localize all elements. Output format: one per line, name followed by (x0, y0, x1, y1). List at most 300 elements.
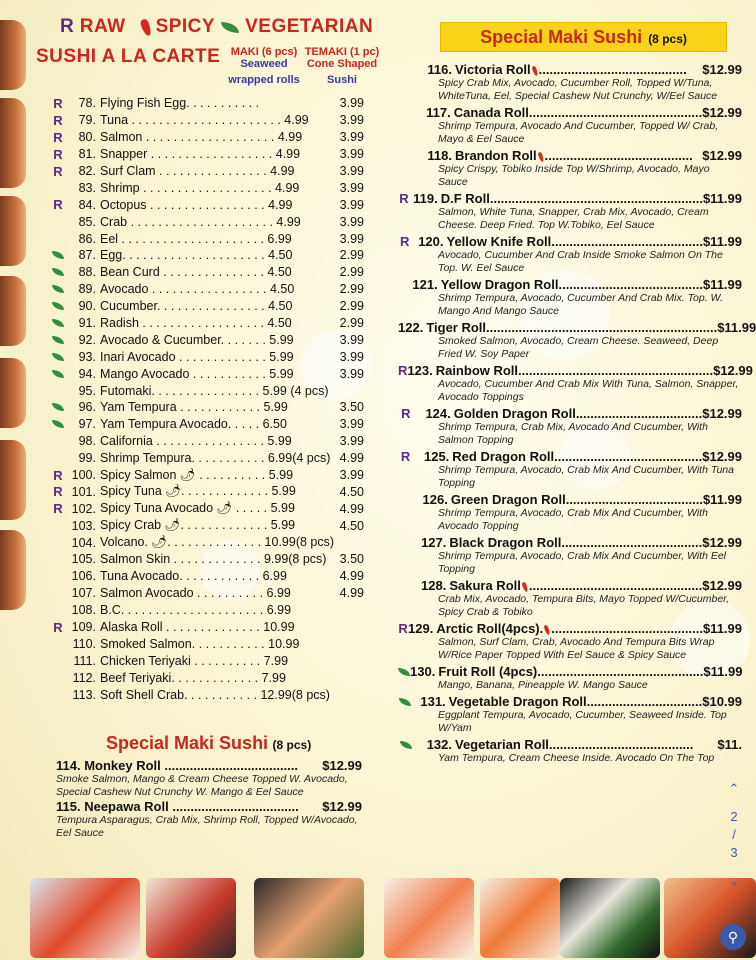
item-description: Spicy Crab Mix, Avocado, Cucumber Roll, Topped W/Tuna, WhiteTuna, Eel, Special Cashew Nut Crunchy, W/Eel Sauce (438, 77, 718, 102)
sushi-photo (30, 878, 140, 958)
special-item (398, 737, 742, 765)
item-number: 100. (71, 468, 96, 483)
leaf-icon (398, 668, 410, 676)
temaki-column-header: TEMAKI (1 pc) Cone Shaped Sushi (304, 46, 380, 86)
food-photo-strip (0, 20, 26, 90)
item-number: 93. (78, 349, 96, 364)
dot-leader: ...................................... (565, 492, 703, 507)
item-description: Avocado, Cucumber And Crab Mix With Tuna, Salmon, Snapper, Avocado Toppings (438, 378, 739, 403)
temaki-price: 3.99 (339, 164, 364, 178)
temaki-price: 3.99 (339, 332, 364, 347)
item-number: 91. (78, 316, 96, 331)
item-name: Sakura Roll (449, 578, 521, 593)
menu-row (50, 500, 370, 517)
item-number: 82. (78, 164, 96, 178)
item-name: Avocado & Cucumber. . . . . . . 5.99 (100, 332, 294, 347)
zoom-in-icon[interactable]: ⚲ (720, 924, 746, 950)
chili-pepper-icon (544, 624, 551, 635)
item-name: Golden Dragon Roll (453, 406, 576, 421)
special-item (398, 277, 742, 318)
raw-mark: R (400, 449, 411, 464)
temaki-price: 3.99 (339, 417, 364, 432)
item-name: Shrimp . . . . . . . . . . . . . . . . . . . 4.99 (100, 180, 300, 195)
item-number: 122. (398, 320, 424, 335)
vegetarian-mark (50, 302, 66, 310)
food-photo-strip (0, 440, 26, 520)
item-number: 123. (407, 363, 433, 378)
dot-leader: ........................................................... (489, 191, 703, 206)
item-description: Shrimp Tempura, Avocado, Crab Mix And Cucumber, With Tuna Topping (438, 464, 734, 489)
special-item (398, 535, 742, 576)
special-item (398, 694, 742, 735)
item-price: $12.99 (702, 62, 742, 77)
menu-row (50, 95, 370, 112)
menu-row (50, 669, 370, 686)
item-name: Volcano. 🌶. . . . . . . . . . . . . . 10.99(8 pcs) (100, 535, 335, 550)
item-number: 86. (78, 231, 96, 246)
item-description: Shrimp Tempura, Avocado, Crab Mix And Cucumber, With Avocado Topping (438, 507, 708, 532)
item-price: $11.99 (702, 621, 742, 636)
raw-mark: R (398, 621, 408, 636)
menu-row (50, 636, 370, 653)
item-name: Smoked Salmon. . . . . . . . . . . 10.99 (100, 636, 300, 651)
menu-row (50, 517, 370, 534)
menu-row (50, 483, 370, 500)
sushi-photo (480, 878, 560, 958)
leaf-icon (52, 302, 64, 310)
item-name: Beef Teriyaki. . . . . . . . . . . . . 7.99 (100, 670, 286, 685)
item-name: Futomaki. . . . . . . . . . . . . . . . 5.99 (4 pcs) (100, 383, 329, 398)
item-description: Yam Tempura, Cream Cheese Inside. Avocado On The Top (438, 752, 715, 764)
leaf-icon (52, 370, 64, 378)
item-name: Salmon Avocado . . . . . . . . . . 6.99 (100, 586, 291, 601)
item-number: 92. (78, 332, 96, 347)
raw-mark: R (53, 619, 63, 635)
leaf-icon (52, 420, 64, 428)
raw-mark: R (53, 197, 63, 213)
menu-row (50, 129, 370, 146)
item-price: $12.99 (713, 363, 753, 378)
item-name: Spicy Tuna 🌶. . . . . . . . . . . . . 5.99 (100, 484, 296, 499)
menu-row (50, 686, 370, 703)
dot-leader: ......................................... (554, 449, 703, 464)
raw-mark: R (53, 95, 63, 111)
menu-row (50, 568, 370, 585)
leaf-icon (221, 22, 239, 33)
special-maki-banner (440, 22, 727, 52)
legend-spicy: SPICY (155, 16, 216, 37)
item-description: Tempura Asparagus, Crab Mix, Shrimp Roll, Topped W/Avocado, Eel Sauce (56, 814, 358, 839)
menu-row (50, 399, 370, 416)
item-price: $12.99 (702, 406, 742, 421)
raw-mark: R (53, 146, 63, 162)
sushi-photo (254, 878, 364, 958)
item-number: 95. (78, 383, 96, 398)
legend-raw: RAW (79, 16, 126, 37)
temaki-price: 3.99 (339, 130, 364, 145)
item-name: Red Dragon Roll (452, 449, 555, 464)
chili-pepper-icon (531, 65, 538, 76)
menu-row (50, 433, 370, 450)
item-price: $12.99 (702, 535, 742, 550)
item-name: Flying Fish Egg. . . . . . . . . . . (100, 96, 260, 111)
vegetarian-mark (50, 353, 66, 361)
item-number: 90. (78, 299, 96, 314)
item-name: 115. Neepawa Roll ................................... (56, 799, 299, 814)
item-number: 108. (71, 603, 96, 618)
item-description: Smoked Salmon, Avocado, Cream Cheese. Seaweed, Deep Fried W. Soy Paper (438, 335, 719, 360)
item-number: 89. (78, 282, 96, 297)
left-special-maki (56, 733, 362, 840)
item-description: Avocado, Cucumber And Crab Inside Smoke Salmon On The Top. W. Eel Sauce (438, 249, 723, 274)
item-price: $10.99 (702, 694, 742, 709)
page-current: 2 (730, 809, 738, 824)
leaf-icon (52, 268, 64, 276)
special-item (398, 62, 742, 103)
raw-mark: R (400, 234, 410, 249)
dot-leader: ........................................ (548, 737, 694, 752)
special-item (56, 799, 362, 840)
item-name: Cucumber. . . . . . . . . . . . . . . . 4.50 (100, 299, 293, 314)
item-name: Victoria Roll (455, 62, 531, 77)
raw-mark: R (398, 363, 408, 378)
maki-column-header: MAKI (6 pcs) Seaweed wrapped rolls (228, 46, 300, 86)
vegetarian-mark (50, 268, 66, 276)
left-special-count: (8 pcs) (272, 738, 312, 752)
item-name: B.C. . . . . . . . . . . . . . . . . . . . . 6.99 (100, 603, 292, 618)
vegetarian-mark (50, 319, 66, 327)
dot-leader: .............................................. (537, 664, 704, 679)
special-item (398, 449, 742, 490)
menu-row (50, 264, 370, 281)
temaki-price: 3.99 (339, 147, 364, 162)
special-item (398, 492, 742, 533)
page-separator: / (732, 827, 736, 842)
item-name: Spicy Crab 🌶. . . . . . . . . . . . . 5.99 (100, 518, 296, 533)
menu-row (50, 315, 370, 332)
raw-mark: R (399, 191, 409, 206)
item-number: 94. (78, 366, 96, 381)
item-number: 84. (78, 197, 96, 212)
menu-row (50, 450, 370, 467)
item-number: 121. (412, 277, 438, 292)
item-name: Alaska Roll . . . . . . . . . . . . . . 10.99 (100, 620, 295, 635)
menu-row (50, 585, 370, 602)
leaf-icon (52, 319, 64, 327)
item-price: $11.99 (702, 191, 742, 206)
dot-leader: ................................................................ (486, 320, 718, 335)
item-number: 125. (423, 449, 450, 464)
item-price: $12.99 (322, 799, 362, 814)
temaki-price: 4.99 (339, 451, 364, 466)
temaki-price: 4.50 (339, 518, 364, 533)
item-number: 102. (71, 501, 96, 516)
alacarte-list (50, 95, 370, 703)
item-number: 97. (78, 417, 96, 432)
vegetarian-mark (50, 251, 66, 259)
temaki-price: 3.99 (339, 96, 364, 111)
item-number: 99. (78, 451, 96, 466)
item-price: $11.99 (702, 234, 742, 249)
vegetarian-mark (398, 668, 410, 676)
leaf-icon (52, 403, 64, 411)
dot-leader: ................................................ (528, 578, 703, 593)
dot-leader: .......................................... (551, 621, 703, 636)
item-name: Green Dragon Roll (450, 492, 566, 507)
menu-row (50, 179, 370, 196)
dot-leader: ...................................................... (518, 363, 714, 378)
item-description: Crab Mix, Avocado, Tempura Bits, Mayo Topped W/Cucumber, Spicy Crab & Tobiko (438, 593, 730, 618)
item-number: 96. (78, 400, 96, 415)
special-item (398, 320, 756, 361)
special-item (398, 105, 742, 146)
item-name: Salmon . . . . . . . . . . . . . . . . . . . 4.99 (100, 130, 303, 145)
item-number: 81. (78, 147, 96, 162)
item-name: Shrimp Tempura. . . . . . . . . . . 6.99(4 pcs) (100, 451, 331, 466)
raw-mark: R (401, 406, 411, 421)
item-number: 128. (421, 578, 447, 593)
item-price: $12.99 (702, 148, 742, 163)
item-number: 130. (410, 664, 436, 679)
item-price: $11. (717, 737, 742, 752)
item-description: Shrimp Tempura, Avocado, Crab Mix And Cucumber, With Eel Topping (438, 550, 727, 575)
menu-row (50, 331, 370, 348)
leaf-icon (52, 251, 64, 259)
item-number: 87. (78, 248, 96, 263)
vegetarian-mark (50, 420, 66, 428)
special-item (398, 148, 742, 189)
dot-leader: ......................................... (544, 148, 693, 163)
item-name: Vegetable Dragon Roll (448, 694, 587, 709)
item-name: 114. Monkey Roll ..................................... (56, 758, 299, 773)
sushi-photo (146, 878, 236, 958)
item-name: Surf Clam . . . . . . . . . . . . . . . . 4.99 (100, 164, 295, 178)
item-number: 106. (71, 569, 96, 584)
temaki-price: 4.50 (339, 484, 364, 499)
item-description: Mango, Banana, Pineapple W. Mango Sauce (438, 679, 648, 691)
menu-row (50, 382, 370, 399)
raw-mark: R (53, 467, 63, 483)
dot-leader: ................................ (586, 694, 703, 709)
leaf-icon (52, 336, 64, 344)
item-name: Salmon Skin . . . . . . . . . . . . . 9.99(8 pcs) (100, 552, 327, 567)
temaki-price: 2.99 (339, 316, 364, 331)
item-price: $11.99 (703, 664, 743, 679)
leaf-icon (52, 285, 64, 293)
temaki-price: 3.99 (339, 197, 364, 212)
leaf-icon (399, 698, 411, 706)
temaki-price: 3.99 (339, 231, 364, 246)
vegetarian-mark (50, 285, 66, 293)
dot-leader: ......................................... (538, 62, 687, 77)
alacarte-title: SUSHI A LA CARTE (36, 46, 221, 67)
legend (60, 16, 373, 38)
food-photo-strip (0, 98, 26, 188)
right-special-count: (8 pcs) (648, 31, 687, 46)
vegetarian-mark (50, 403, 66, 411)
item-name: Fruit Roll (4pcs) (438, 664, 538, 679)
item-number: 104. (71, 535, 96, 550)
page-total: 3 (730, 845, 738, 860)
item-name: D.F Roll (440, 191, 490, 206)
item-number: 116. (427, 62, 452, 77)
item-description: Shrimp Tempura, Crab Mix, Avocado And Cucumber, With Salmon Topping (438, 421, 708, 446)
item-name: Egg. . . . . . . . . . . . . . . . . . . . . 4.50 (100, 248, 293, 263)
item-name: Radish . . . . . . . . . . . . . . . . . . 4.50 (100, 316, 292, 331)
menu-row (50, 602, 370, 619)
item-number: 107. (71, 586, 96, 601)
leaf-icon (400, 741, 412, 749)
item-number: 78. (78, 96, 96, 111)
item-name: Yam Tempura Avocado. . . . . 6.50 (100, 417, 287, 432)
chili-pepper-icon (537, 151, 544, 162)
item-number: 88. (78, 265, 96, 280)
item-name: Avocado . . . . . . . . . . . . . . . . . 4.50 (100, 282, 295, 297)
menu-row (50, 112, 370, 129)
special-item (56, 758, 362, 799)
raw-mark: R (53, 484, 63, 500)
page-indicator[interactable] (720, 780, 748, 900)
item-name: Tiger Roll (426, 320, 487, 335)
menu-row (50, 247, 370, 264)
bottom-photo-strip (0, 878, 756, 958)
dot-leader: ........................................ (558, 277, 703, 292)
raw-mark: R (53, 501, 63, 517)
menu-row (50, 551, 370, 568)
temaki-price: 3.99 (339, 468, 364, 483)
item-number: 126. (422, 492, 448, 507)
item-number: 111. (73, 653, 96, 668)
item-name: Yellow Knife Roll (446, 234, 552, 249)
item-price: $11.99 (702, 492, 742, 507)
item-name: Chicken Teriyaki . . . . . . . . . . 7.99 (100, 653, 289, 668)
special-item (398, 234, 742, 275)
item-number: 124. (425, 406, 451, 421)
temaki-price: 2.99 (339, 282, 364, 297)
item-name: Snapper . . . . . . . . . . . . . . . . . . 4.99 (100, 147, 301, 162)
item-description: Shrimp Tempura, Avocado, Cucumber And Crab Mix. Top. W. Mango And Mango Sauce (438, 292, 723, 317)
item-number: 101. (71, 484, 96, 499)
item-name: California . . . . . . . . . . . . . . . . 5.99 (100, 434, 292, 449)
item-price: $12.99 (702, 449, 742, 464)
vegetarian-mark (50, 370, 66, 378)
right-special-title: Special Maki Sushi (480, 26, 643, 47)
item-number: 131. (420, 694, 446, 709)
dot-leader: .......................................... (551, 234, 703, 249)
item-name: Spicy Salmon 🌶 . . . . . . . . . . 5.99 (100, 467, 294, 482)
vegetarian-mark (50, 336, 66, 344)
menu-row (50, 534, 370, 551)
item-name: Eel . . . . . . . . . . . . . . . . . . . . . 6.99 (100, 231, 292, 246)
item-price: $12.99 (322, 758, 362, 773)
item-name: Inari Avocado . . . . . . . . . . . . . 5.99 (100, 349, 294, 364)
item-description: Shrimp Tempura, Avocado And Cucumber, Topped W/ Crab, Mayo & Eel Sauce (438, 120, 719, 145)
menu-row (50, 467, 370, 484)
item-name: Tuna . . . . . . . . . . . . . . . . . . . . . . 4.99 (100, 113, 309, 128)
item-description: Salmon, White Tuna, Snapper, Crab Mix, Avocado, Cream Cheese. Deep Fried. Top W.Tobiko, Eel Sauce (438, 206, 709, 231)
item-name: Canada Roll (453, 105, 529, 120)
special-item (398, 621, 742, 662)
temaki-price: 4.99 (339, 501, 364, 516)
item-number: 119. (413, 191, 438, 206)
item-name: Bean Curd . . . . . . . . . . . . . . . 4.50 (100, 265, 292, 280)
vegetarian-mark (398, 741, 414, 749)
item-name: Tuna Avocado. . . . . . . . . . . . 6.99 (100, 569, 287, 584)
food-photo-strip (0, 358, 26, 428)
item-name: Black Dragon Roll (449, 535, 562, 550)
chevron-down-icon[interactable]: ⌄ (728, 873, 740, 888)
menu-row (50, 281, 370, 298)
menu-row (50, 348, 370, 365)
raw-mark: R (53, 129, 63, 145)
dot-leader: ................................................ (528, 105, 703, 120)
item-number: 103. (71, 518, 96, 533)
special-item (398, 191, 742, 232)
sushi-photo (560, 878, 660, 958)
temaki-price: 3.99 (339, 113, 364, 128)
special-item (398, 363, 753, 404)
special-item (398, 578, 742, 619)
item-price: $12.99 (702, 105, 742, 120)
item-name: Brandon Roll (455, 148, 537, 163)
item-number: 129. (408, 621, 434, 636)
item-number: 83. (78, 180, 96, 195)
right-special-list (398, 62, 756, 767)
temaki-price: 3.99 (339, 434, 364, 449)
item-description: Spicy Crispy, Tobiko Inside Top W/Shrimp, Avocado, Mayo Sauce (438, 163, 710, 188)
legend-vegetarian: VEGETARIAN (245, 16, 374, 37)
temaki-price: 3.99 (339, 180, 364, 195)
temaki-price: 4.99 (339, 586, 364, 601)
menu-row (50, 298, 370, 315)
item-description: Salmon, Surf Clam, Crab, Avocado And Tempura Bits Wrap W/Rice Paper Topped With Eel Sauce & Spicy Sauce (438, 636, 715, 661)
raw-mark: R (53, 163, 63, 179)
item-name: Yellow Dragon Roll (440, 277, 559, 292)
temaki-price: 2.99 (339, 265, 364, 280)
item-name: Octopus . . . . . . . . . . . . . . . . . 4.99 (100, 197, 293, 212)
dot-leader: ....................................... (561, 535, 703, 550)
chili-pepper-icon (139, 18, 152, 37)
food-photo-strip (0, 276, 26, 346)
special-item (398, 406, 742, 447)
item-name: Rainbow Roll (435, 363, 519, 378)
item-number: 85. (78, 214, 96, 229)
item-number: 117. (426, 105, 451, 120)
item-number: 110. (72, 636, 96, 651)
temaki-price: 3.99 (339, 349, 364, 364)
chevron-up-icon[interactable]: ⌃ (728, 781, 740, 796)
item-number: 132. (426, 737, 452, 752)
menu-row (50, 163, 370, 180)
special-item (398, 664, 742, 692)
item-name: Yam Tempura . . . . . . . . . . . . 5.99 (100, 400, 288, 415)
menu-row (50, 213, 370, 230)
menu-row (50, 196, 370, 213)
leaf-icon (52, 353, 64, 361)
temaki-price: 2.99 (339, 248, 364, 263)
item-number: 112. (72, 670, 96, 685)
item-name: Arctic Roll(4pcs). (436, 621, 544, 636)
temaki-price: 4.99 (339, 569, 364, 584)
item-description: Smoke Salmon, Mango & Cream Cheese Topped W. Avocado, Special Cashew Nut Crunchy W. Mango & Eel Sauce (56, 773, 348, 798)
item-description: Eggplant Tempura, Avocado, Cucumber, Seaweed Inside. Top W/Yam (438, 709, 727, 734)
item-price: $11.99 (702, 277, 742, 292)
menu-row (50, 619, 370, 636)
item-name: Crab . . . . . . . . . . . . . . . . . . . . . 4.99 (100, 214, 301, 229)
item-price: $11.99 (717, 320, 756, 335)
item-name: Soft Shell Crab. . . . . . . . . . . 12.99(8 pcs) (100, 687, 330, 702)
item-name: Vegetarian Roll (455, 737, 549, 752)
